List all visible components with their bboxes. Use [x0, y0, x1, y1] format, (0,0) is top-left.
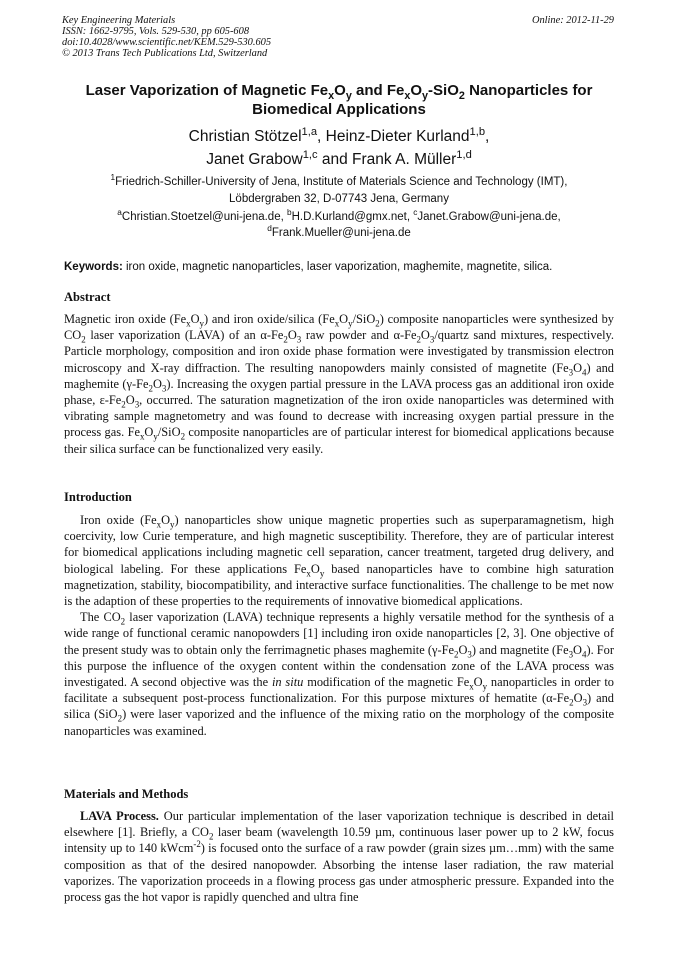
author-list	[40, 125, 638, 171]
paragraph: LAVA Process. Our particular implementation of the laser vaporization technique is described in detail elsewhere [1]. Briefly, a $CO_2$ laser beam (wavelength 10.59 µm, continuous laser power up to 2 kW, focus intensity up to 140 kWcm$^{-2}$) is focused onto the surface of a raw powder (grain sizes µm…mm) with the same composition as that of the desired nanopowder. Absorbing the intense laser radiation, the raw material vaporizes. The vaporization proceeds in a flowing process gas under atmospheric pressure. Expanded into the process gas the hot vapor is rapidly quenched and ultra fine	[64, 809, 614, 905]
author: and Frank A. Müller	[317, 151, 457, 168]
title-line-2: Biomedical Applications	[252, 101, 426, 118]
introduction-heading: Introduction	[64, 490, 132, 504]
author: Janet Grabow	[206, 151, 303, 168]
paragraph: The $CO_2$ laser vaporization (LAVA) technique represents a highly versatile method for the synthesis of a wide range of functional ceramic nanopowders [1] including iron oxide nanoparticles [2, 3]. One objective of the present study was to obtain only the ferrimagnetic phases maghemite $(\gamma-Fe_2O_3)$ and magnetite $(Fe_3O_4)$. For this purpose the influence of the oxygen content within the condensation zone of the LAVA process was investigated. A second objective was the in situ modification of the magnetic $Fe_xO_y$ nanoparticles in order to facilitate a subsequent post-process functionalization. For this purpose mixtures of hematite $(\alpha-Fe_2O_3)$ and silica (SiO$_2$) were laser vaporized and the influence of the mixing ratio on the morphology of the composite nanoparticles was examined.	[64, 610, 615, 738]
email-link[interactable]: Janet.Grabow@uni-jena.de,	[417, 211, 561, 223]
authors-line-2: Janet Grabow$^{1,c}$ and Frank A. Müller$^{1,d}$	[206, 148, 472, 168]
title-line-1: Laser Vaporization of Magnetic $Fe_xO_y$ and $Fe_xO_y-SiO_2$ Nanoparticles for	[85, 82, 593, 102]
issn: ISSN: 1662-9795, Vols. 529-530, pp 605-608	[62, 26, 250, 37]
email-link[interactable]: Christian.Stoetzel@uni-jena.de,	[121, 211, 287, 223]
paper-title	[40, 81, 638, 119]
affiliation: $^1$Friedrich-Schiller-University of Jena, Institute of Materials Science and Technology (IMT), Löbdergraben 32, D-07743 Jena, Germany	[110, 173, 568, 205]
introduction-text	[64, 512, 614, 739]
run-in-heading: LAVA Process.	[80, 809, 159, 823]
email-link[interactable]: H.D.Kurland@gmx.net,	[291, 211, 414, 223]
authors-line-1: Christian Stötzel$^{1,a}$, Heinz-Dieter Kurland$^{1,b}$,	[188, 125, 490, 145]
author: , Heinz-Dieter Kurland	[317, 128, 470, 145]
abstract-heading: Abstract	[64, 290, 111, 304]
online-date: Online: 2012-11-29	[531, 15, 614, 26]
paragraph: Iron oxide $(Fe_xO_y)$ nanoparticles show unique magnetic properties such as superparamagnetism, high coercivity, low Curie temperature, and high magnetic susceptibility. Therefore, they are of particular interest for biomedical applications including magnetic cell separation, cancer treatment, targeted drug delivery, and biological labeling. For these applications $Fe_xO_y$ based nanoparticles have to combine high saturation magnetization, stability, biocompatibility, and interactive surface functionalities. The challenge to be met now is the adaption of these properties to the requirements of innovative biomedical applications.	[64, 513, 614, 609]
journal-header	[62, 15, 271, 59]
keywords-text: iron oxide, magnetic nanoparticles, laser vaporization, maghemite, magnetite, silica.	[122, 261, 553, 273]
journal-name: Key Engineering Materials	[62, 15, 176, 26]
keywords-label: Keywords:	[64, 261, 123, 273]
abstract-text: Magnetic iron oxide $(Fe_xO_y)$ and iron oxide/silica $(Fe_xO_y/SiO_2)$ composite nanoparticles were synthesized by $CO_2$ laser vaporization (LAVA) of an $\alpha-Fe_2O_3$ raw powder and $\alpha-Fe_2O_3$/quartz sand mixtures, respectively. Particle morphology, composition and iron oxide phase formation were investigated by transmission electron microscopy and X-ray diffraction. The resulting nanopowders mainly consisted of magnetite $(Fe_3O_4)$ and maghemite $(\gamma-Fe_2O_3)$. Increasing the oxygen partial pressure in the LAVA process gas an additional iron oxide phase, $\varepsilon-Fe_2O_3$, occurred. The saturation magnetization of the iron oxide nanoparticles was determined with vibrating sample magnetometry and was found to decrease with increasing oxygen partial pressure in the process gas. $Fe_xO_y/SiO_2$ composite nanoparticles are of particular interest for biomedical applications because their silica surface can be functionalized very easily.	[64, 312, 615, 456]
email-link[interactable]: Frank.Mueller@uni-jena.de	[271, 227, 411, 239]
keywords	[64, 260, 624, 275]
methods-text	[64, 808, 614, 905]
author-emails: $^a$Christian.Stoetzel@uni-jena.de, $^b$H.D.Kurland@gmx.net, $^c$Janet.Grabow@uni-jena.de, $^d$Frank.Mueller@uni-jena.de	[117, 208, 561, 239]
author: Christian Stötzel	[188, 128, 302, 145]
doi[interactable]: doi:10.4028/www.scientific.net/KEM.529-530.605	[62, 37, 272, 48]
methods-heading: Materials and Methods	[64, 787, 189, 801]
copyright: © 2013 Trans Tech Publications Ltd, Switzerland	[62, 48, 268, 59]
